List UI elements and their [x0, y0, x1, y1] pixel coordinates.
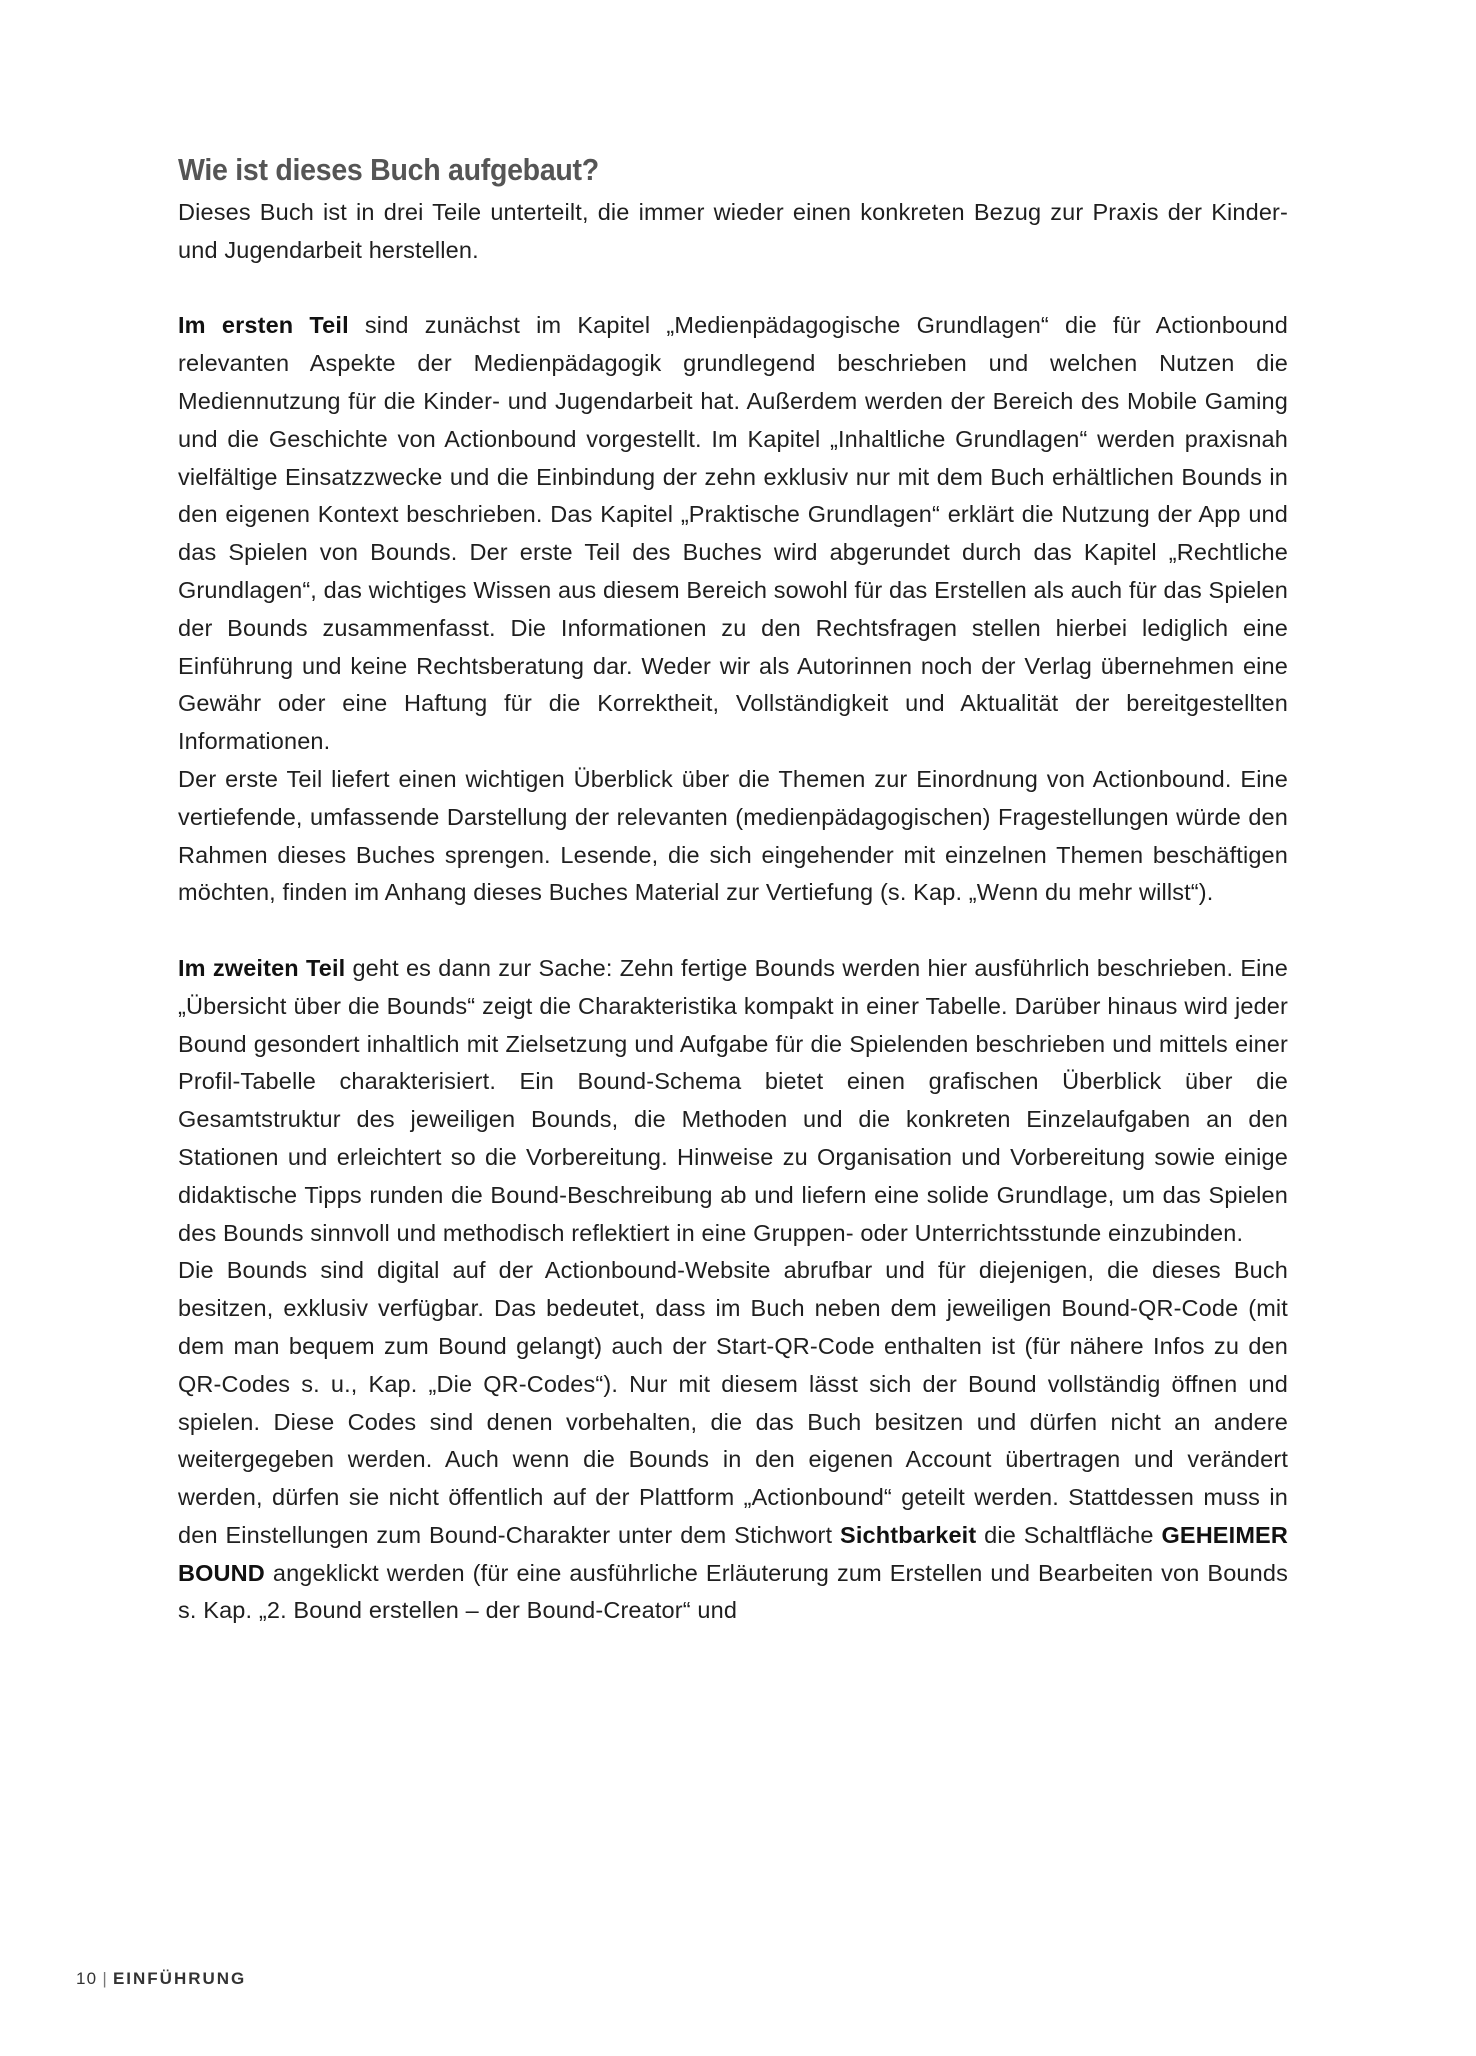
part2-paragraph [178, 950, 1288, 1252]
page-content [178, 150, 1288, 1630]
paragraph-gap [178, 912, 1288, 950]
footer-section-title: EINFÜHRUNG [112, 1969, 247, 1988]
part2-text2-a: Die Bounds sind digital auf der Actionbound-Website abrufbar und für diejenigen, die dieses Buch besitzen, exklusiv verfügbar. Das bedeutet, dass im Buch neben dem jeweiligen Bound-QR-Code (mit dem man bequem zum Bound gelangt) auch der Start-QR-Code enthalten ist (für nähere Infos zu den QR-Codes s. u., Kap. „Die QR-Codes“). Nur mit diesem lässt sich der Bound vollständig öffnen und spielen. Diese Codes sind denen vorbehalten, die das Buch besitzen und dürfen nicht an andere weitergegeben werden. Auch wenn die Bounds in den eigenen Account übertragen und verändert werden, dürfen sie nicht öffentlich auf der Plattform „Actionbound“ geteilt werden. Stattdessen muss in den Einstellungen zum Bound-Charakter unter dem Stichwort [178, 1257, 1288, 1548]
keyword-geheimer-bound: GEHEIMER BOUND [178, 1521, 1288, 1586]
part1-paragraph-2: Der erste Teil liefert einen wichtigen Überblick über die Themen zur Einordnung von Actionbound. Eine vertiefende, umfassende Darstellung der relevanten (medienpädagogischen) Fragestellungen würde den Rahmen dieses Buches sprengen. Lesende, die sich eingehender mit einzelnen Themen beschäftigen möchten, finden im Anhang dieses Buches Material zur Vertiefung (s. Kap. „Wenn du mehr willst“). [178, 765, 1288, 906]
keyword-sichtbarkeit: Sichtbarkeit [840, 1521, 977, 1548]
part2-text2-b: die Schaltfläche [976, 1521, 1162, 1548]
part2-text: geht es dann zur Sache: Zehn fertige Bounds werden hier ausführlich beschrieben. Eine „Übersicht über die Bounds“ zeigt die Charakteristika kompakt in einer Tabelle. Darüber hinaus wird jeder Bound gesondert inhaltlich mit Zielsetzung und Aufgabe für die Spielenden beschrieben und mittels einer Profil-Tabelle charakterisiert. Ein Bound-Schema bietet einen grafischen Überblick über die Gesamtstruktur des jeweiligen Bounds, die Methoden und die konkreten Einzelaufgaben an den Stationen und erleichtert so die Vorbereitung. Hinweise zu Organisation und Vorbereitung sowie einige didaktische Tipps runden die Bound-Beschreibung ab und liefern eine solide Grundlage, um das Spielen des Bounds sinnvoll und methodisch reflektiert in eine Gruppen- oder Unterrichtsstunde einzubinden. [178, 954, 1288, 1246]
part2-lead: Im zweiten Teil [178, 954, 346, 981]
part2-paragraph-2 [178, 1252, 1288, 1630]
paragraph-gap [178, 270, 1288, 308]
part1-lead: Im ersten Teil [178, 312, 349, 339]
page-footer [76, 1968, 246, 1990]
intro-paragraph: Dieses Buch ist in drei Teile unterteilt, die immer wieder einen konkreten Bezug zur Praxis der Kinder- und Jugendarbeit herstellen. [178, 199, 1288, 263]
part1-paragraph [178, 307, 1288, 761]
part1-text: sind zunächst im Kapitel „Medienpädagogische Grundlagen“ die für Actionbound relevanten Aspekte der Medienpädagogik grundlegend beschrieben und welchen Nutzen die Mediennutzung für die Kinder- und Jugendarbeit hat. Außerdem werden der Bereich des Mobile Gaming und die Geschichte von Actionbound vorgestellt. Im Kapitel „Inhaltliche Grundlagen“ werden praxisnah vielfältige Einsatzzwecke und die Einbindung der zehn exklusiv nur mit dem Buch erhältlichen Bounds in den eigenen Kontext beschrieben. Das Kapitel „Praktische Grundlagen“ erklärt die Nutzung der App und das Spielen von Bounds. Der erste Teil des Buches wird abgerundet durch das Kapitel „Rechtliche Grundlagen“, das wichtiges Wissen aus diesem Bereich sowohl für das Erstellen als auch für das Spielen der Bounds zusammenfasst. Die Informationen zu den Rechtsfragen stellen hierbei lediglich eine Einführung und keine Rechtsberatung dar. Weder wir als Autorinnen noch der Verlag übernehmen eine Gewähr oder eine Haftung für die Korrektheit, Vollständigkeit und Aktualität der bereitgestellten Informationen. [178, 312, 1288, 755]
part2-text2-c: angeklickt werden (für eine ausführliche Erläuterung zum Erstellen und Bearbeiten von Bounds s. Kap. „2. Bound erstellen – der Bound-Creator“ und [178, 1559, 1288, 1624]
footer-separator: | [102, 1969, 108, 1988]
section-heading: Wie ist dieses Buch aufgebaut? [178, 152, 599, 187]
page-number: 10 [76, 1969, 98, 1988]
